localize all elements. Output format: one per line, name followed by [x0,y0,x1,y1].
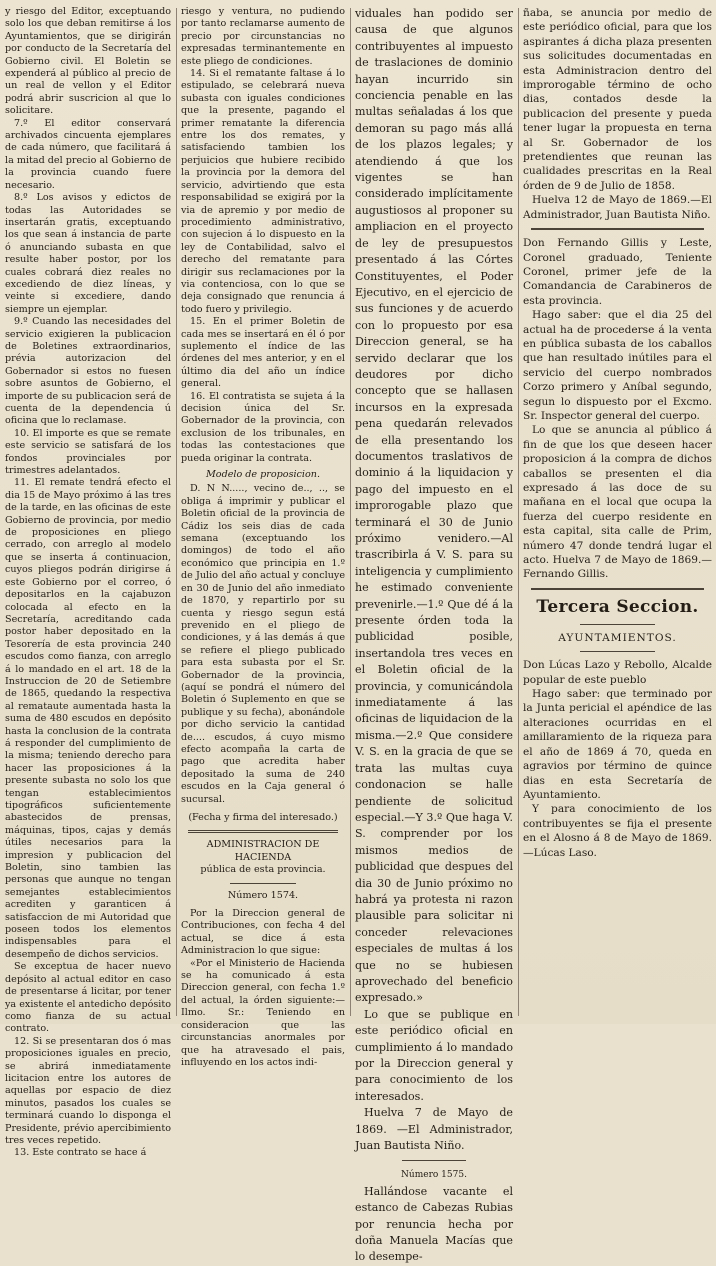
divider [402,1160,465,1161]
paragraph: 8.º Los avisos y edictos de todas las Autoridades se insertarán gratis, exceptuando los que sean á instancia de parte ó anunciando subasta en que resulte haber postor, por los cuales cobrará diez reales no excediendo de diez líneas, y veinte si excediere, dando siempre un ejemplar. [5,192,171,315]
paragraph: 16. El contratista se sujeta á la decision única del Sr. Gobernador de la provincia, con exclusion de los tribunales, en todas las contestaciones que pueda originar la contrata. [181,390,345,464]
column-divider [350,8,351,1016]
paragraph: 14. Si el rematante faltase á lo estipulado, se celebrará nueva subasta con iguales condiciones que la presente, pagando el primer rematante la diferencia entre los dos remates, y satisfaciendo tambien los perjuicios que hubiere recibido la provincia por la demora del servicio, advirtiendo que esta responsabilidad se exigirá por la via de apremio y por medio de procedimiento administrativo, con sujecion á lo dispuesto en la ley de Contabilidad, salvo el derecho del rematante para dirigir sus reclamaciones por la via contenciosa, con lo que se deja consignado que renuncia á todo fuero y privilegio. [181,68,345,315]
paragraph: D. N N....., vecino de.., .., se obliga á imprimir y publicar el Boletin oficial de la provincia de Cádiz los seis dias de cada semana (exceptuando los domingos) de todo el año económico que principia en 1.º de Julio del año actual y concluye en 30 de Junio del año inmediato de 1870, y repartirlo por su cuenta y riesgo segun está prevenido en el pliego de condiciones, y á las demás á que se refiere el pliego publicado para esta subasta por el Sr. Gobernador de la provincia, (aquí se pondrá el número del Boletin ó Suplemento en que se publique y su fecha), abonándole por dicho servicio la cantidad de.... escudos, á cuyo mismo efecto acompaña la carta de pago que acredita haber depositado la suma de 240 escudos en la Caja general ó sucursal. [181,483,345,805]
paragraph: Por la Direccion general de Contribuciones, con fecha 4 del actual, se dice á esta Administracion lo que sigue: [181,908,345,957]
paragraph: 12. Si se presentaran dos ó mas proposiciones iguales en precio, se abrirá inmediatamente licitacion entre los autores de aquellas por espacio de diez minutos, pasados los cuales se terminará cuando lo disponga el Presidente, prévio apercibimiento tres veces repetido. [5,1035,171,1146]
column-3 [355,6,513,1264]
column-divider [518,8,519,1016]
paragraph: riesgo y ventura, no pudiendo por tanto reclamarse aumento de precio por circunstancias no expresadas terminantemente en este pliego de condiciones. [181,6,345,67]
section-subheading: pública de esta provincia. [200,864,326,876]
paragraph: 13. Este contrato se hace á [14,1147,147,1159]
paragraph: Huelva 12 de Mayo de 1869.—El Administrador, Juan Bautista Niño. [523,194,712,221]
paragraph: 9.º Cuando las necesidades del servicio exigieren la publicacion de Boletines extraordinarios, prévia autorizacion del Gobernador si estos no fuesen sobre asuntos de Gobierno, el importe de su publicacion será de cuenta de la dependencia ú oficina que lo reclamase. [5,316,171,427]
paragraph: Lo que se anuncia al público á fin de que los que deseen hacer proposicion á la compra de dichos caballos se presenten el dia expresado á las doce de su mañana en el local que ocupa la fuerza del cuerpo residente en esta capital, sita calle de Prim, número 47 donde tendrá lugar el acto. Huelva 7 de Mayo de 1869.—Fernando Gillis. [523,424,712,581]
section-heading: ADMINISTRACION DE HACIENDA [206,839,320,863]
notice-number: Número 1575. [401,1170,467,1181]
paragraph: 15. En el primer Boletin de cada mes se insertará en él ó por suplemento el índice de las órdenes del mes anterior, y en el último dia del año un índice general. [181,316,345,390]
column-1 [5,6,171,1159]
paragraph: y riesgo del Editor, exceptuando solo los que deban remitirse á los Ayuntamientos, que se dirigirán por conducto de la Secretaría del Gobierno civil. El Boletin se expenderá al público al precio de un real de vellon y el Editor podrá abrir suscricion al que lo solicitare. [5,6,171,117]
divider [580,624,656,625]
paragraph: «Por el Ministerio de Hacienda se ha comunicado á esta Direccion general, con fecha 1.º del actual, la órden siguiente:—Ilmo. Sr.: Teniendo en consideracion que las circunstancias anormales por que ha atravesado el pais, influyendo en los actos indi- [181,957,345,1068]
paragraph: 7.º El editor conservará archivados cincuenta ejemplares de cada número, que facilitará á la mitad del precio al Gobierno de la provincia cuando fuere necesario. [5,117,171,191]
paragraph: Huelva 7 de Mayo de 1869. —El Administrador, Juan Bautista Niño. [355,1106,513,1153]
column-4 [523,6,712,1018]
paragraph: Y para conocimiento de los contribuyentes se fija el presente en el Alosno á 8 de Mayo de 1869.—Lúcas Laso. [523,803,712,859]
paragraph: viduales han podido ser causa de que algunos contribuyentes al impuesto de traslaciones de dominio hayan incurrido sin conciencia penable en las multas señaladas á los que demoran su pago más allá de los plazos legales; y atendiendo á que los vigentes se han considerado implícitamente augustiosos al proponer su ampliacion en el proyecto de ley de presupuestos presentado á las Córtes Constituyentes, el Poder Ejecutivo, en el ejercicio de sus funciones y de acuerdo con lo propuesto por esa Direccion general, se ha servido declarar que los deudores por dicho concepto que se hallasen incursos en la expresada pena quedarán relevados de ella presentando los documentos traslativos de dominio á la liquidacion y pago del impuesto en el improrogable plazo que terminará el 30 de Junio próximo venidero.—Al trascribirla á V. S. para su inteligencia y cumplimiento he estimado conveniente prevenirle.—1.º Que dé á la presente órden toda la publicidad posible, insertandola tres veces en el Boletin oficial de la provincia, y comunicándola inmediatamente á las oficinas de liquidacion de la misma.—2.º Que considere V. S. en la gracia de que se trata las multas cuya condonacion se halle pendiente de solicitud especial.—Y 3.º Que haga V. S. comprender por los mismos medios de publicidad que despues del dia 30 de Junio próximo no habrá ya protesta ni razon plausible para solicitar ni conceder relevaciones especiales de multas á los que no se hubiesen aprovechado del beneficio expresado.» [355,7,513,1005]
notice-number: Número 1574. [227,889,299,901]
paragraph: Lo que se publique en este periódico oficial en cumplimiento á lo mandado por la Direccion general y para conocimiento de los interesados. [355,1007,513,1103]
divider [531,588,705,590]
paragraph: 10. El importe es que se remate este servicio se satisfará de los fondos provinciales por trimestres adelantados. [5,427,171,477]
section-subtitle: AYUNTAMIENTOS. [558,631,677,644]
paragraph: Se exceptua de hacer nuevo depósito al actual editor en caso de presentarse á licitar, por tener ya existente el antedicho depósito como fianza de su actual contrato. [5,961,171,1035]
divider [580,651,656,652]
column-2 [181,6,345,1068]
paragraph: ñaba, se anuncia por medio de este periódico oficial, para que los aspirantes á dicha plaza presenten sus solicitudes documentadas en esta Administracion dentro del improrogable término de ocho dias, contados desde la publicacion del presente y pueda tener lugar la propuesta en terna al Sr. Gobernador de los pretendientes que reunan las cualidades prescritas en la Real órden de 9 de Julio de 1858. [523,7,712,192]
paragraph: Don Lúcas Lazo y Rebollo, Alcalde popular de este pueblo [523,659,712,686]
paragraph: 11. El remate tendrá efecto el dia 15 de Mayo próximo á las tres de la tarde, en las oficinas de este Gobierno de provincia, por medio de proposiciones en pliego cerrado, con arreglo al modelo que se inserta á continuacion, cuyos pliegos podrán dirigirse á este Gobierno por el correo, ó depositarlos en la cajabuzon colocada al efecto en la Secretaría, acreditando cada postor haber depositado en la Tesorería de esta provincia 240 escudos como fianza, con arreglo á lo mandado en el art. 18 de la Instruccion de 20 de Setiembre de 1865, quedando la respectiva al remataute aumentada hasta la suma de 480 escudos en depósito hasta la conclusion de la contrata á responder del cumplimiento de la misma; teniendo derecho para hacer las proposiciones á la presente subasta no solo los que tengan establecimientos tipográficos suficientemente abastecidos de prensas, máquinas, tipos, cajas y demás útiles necesarios para la impresion y publicacion del Boletin, sino tambien las personas que aunque no tengan semejantes establecimientos acrediten y garanticen á satisfaccion de mi Autoridad que poseen todos los elementos indispensables para el desempeño de dichos servicios. [5,477,171,960]
divider [230,883,296,884]
section-divider [188,830,339,833]
signature-note: (Fecha y firma del interesado.) [188,812,338,823]
section-title: Tercera Seccion. [536,596,699,617]
paragraph: Hago saber: que el dia 25 del actual ha de procederse á la venta en pública subasta de los caballos que han resultado inútiles para el servicio del cuerpo nombrados Corzo primero y Aníbal segundo, segun lo dispuesto por el Excmo. Sr. Inspector general del cuerpo. [523,309,712,422]
divider [531,228,705,230]
model-heading: Modelo de proposicion. [205,469,321,481]
column-divider [176,8,177,1016]
paragraph: Hallándose vacante el estanco de Cabezas Rubias por renuncia hecha por doña Manuela Macías que lo desempe- [355,1184,513,1264]
paragraph: Hago saber: que terminado por la Junta pericial el apéndice de las alteraciones ocurridas en el amillaramiento de la riqueza para el año de 1869 á 70, queda en agravios por término de quince dias en esta Secretaría de Ayuntamiento. [523,688,712,801]
paragraph: Don Fernando Gillis y Leste, Coronel graduado, Teniente Coronel, primer jefe de la Comandancia de Carabineros de esta provincia. [523,237,712,307]
